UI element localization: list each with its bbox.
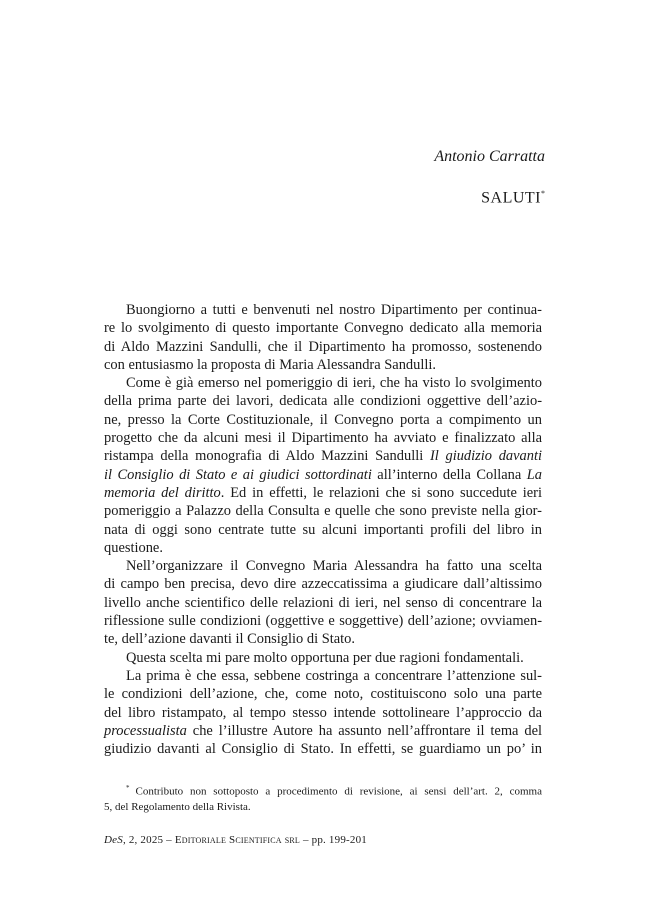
text-line [104,722,542,740]
text-segment: ristampa della monografia di Aldo Mazzini Sandulli [104,448,424,465]
footnote [104,781,542,816]
emphasis-italic: processualista [104,722,187,739]
text-line: pomeriggio a Palazzo della Consulta e quelle che sono previste nella gior- [104,503,542,520]
text-segment: all’interno della Collana [377,466,522,483]
text-line: giudizio davanti al Consiglio di Stato. In effetti, se guardiamo un po’ in [104,741,542,758]
paragraph-4 [104,649,542,667]
text-line: te, dell’azione davanti il Consiglio di Stato. [104,631,356,648]
journal-issue: , 2, 2025 – [122,834,175,846]
paragraph-3 [104,557,542,648]
text-line: Come è già emerso nel pomeriggio di ieri, che ha visto lo svolgimento [126,375,542,392]
text-line: con entusiasmo la proposta di Maria Alessandra Sandulli. [104,356,436,373]
article-title [481,189,545,207]
paragraph-5 [104,667,542,758]
journal-name: DeS [104,834,123,846]
text-line: della prima parte dei lavori, dedicata alle condizioni oggettive dell’azio- [104,393,542,410]
text-line [104,466,542,484]
text-line: Questa scelta mi pare molto opportuna per due ragioni fondamentali. [126,649,524,666]
text-line: livello anche scientifico delle relazioni di ieri, nel senso di concentrare la [104,594,542,611]
text-line [104,447,542,465]
text-line: ne, presso la Corte Costituzionale, il Convegno porta a compimento un [104,411,542,428]
article-body [104,301,542,758]
page-range: – pp. 199-201 [300,834,367,846]
footnote-mark: * [126,784,130,792]
publisher-name: Editoriale Scientifica srl [174,834,301,846]
text-segment: . Ed in effetti, le relazioni che si sono succedute ieri [220,484,542,501]
text-line: progetto che da alcuni mesi il Dipartimento ha avviato e finalizzato alla [104,430,542,447]
text-line: La prima è che essa, sebbene costringa a concentrare l’attenzione sul- [126,667,542,684]
text-line: re lo svolgimento di questo importante Convegno dedicato alla memoria [104,320,542,337]
footnote-line: 5, del Regolamento della Rivista. [104,801,251,814]
author-name: Antonio Carratta [434,148,545,165]
text-line: Nell’organizzare il Convegno Maria Alessandra ha fatto una scelta [126,558,542,575]
title-footnote-mark: * [541,189,545,198]
text-line [104,484,542,502]
text-segment: che l’illustre Autore ha assunto nell’affrontare il tema del [192,722,542,739]
page-footer [104,834,367,846]
text-line: Buongiorno a tutti e benvenuti nel nostro Dipartimento per continua- [126,302,542,318]
book-title-italic: Il giudizio davanti [429,448,543,465]
text-line: le condizioni dell’azione, che, come noto, costituiscono solo una parte [104,686,542,703]
paragraph-2 [104,374,542,557]
text-line: riflessione sulle condizioni (oggettive e soggettive) dell’azione; ovviamen- [104,613,542,630]
text-line: nata di oggi sono centrate tutte su alcuni importanti profili del libro in [104,521,542,538]
text-line: del libro ristampato, al tempo stesso intende sottolineare l’approccio da [104,704,542,721]
text-line: di campo ben precisa, devo dire azzeccatissima a giudicare dall’altissimo [104,576,542,593]
footnote-text: Contributo non sottoposto a procedimento di revisione, ai sensi dell’art. 2, comma [135,785,542,798]
text-line: di Aldo Mazzini Sandulli, che il Dipartimento ha promosso, sostenendo [104,338,542,355]
series-title-italic: La [526,466,542,483]
text-line: questione. [104,539,163,556]
article-title-text: SALUTI [481,189,541,207]
series-title-italic: memoria del diritto [104,484,221,501]
paragraph-1 [104,301,542,374]
footnote-line [104,781,542,800]
book-title-italic: il Consiglio di Stato e ai giudici sottordinati [104,466,372,483]
